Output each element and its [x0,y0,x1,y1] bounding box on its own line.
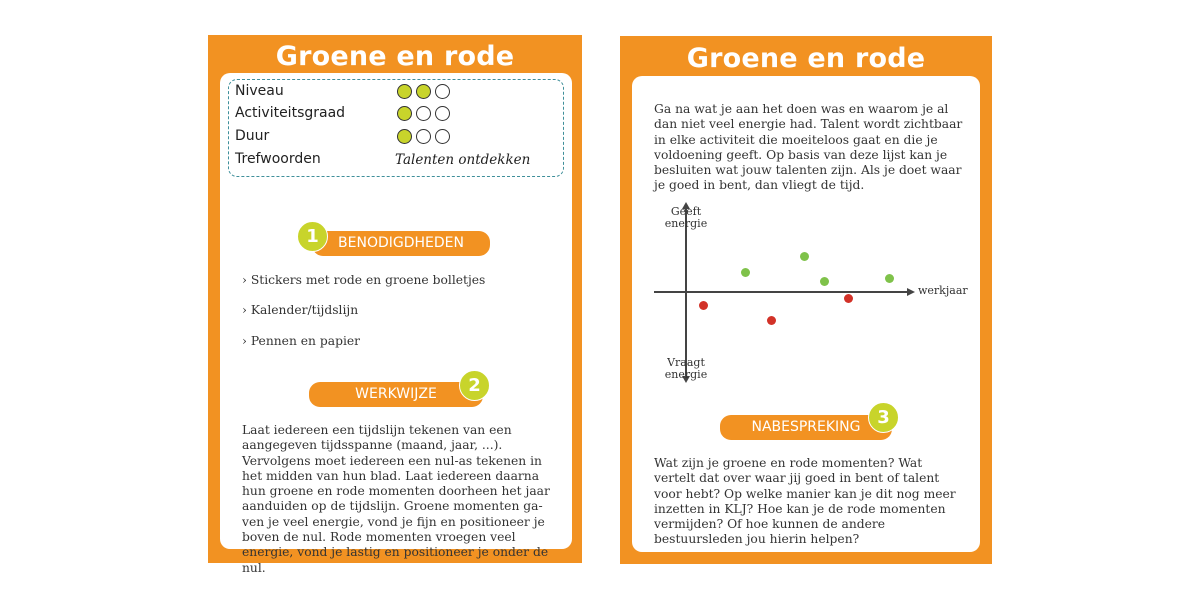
rating-dot-empty [435,129,450,144]
intro-text: Ga na wat je aan het doen was en waarom je al dan niet veel energie had. Talent wordt zichtbaar in elke activiteit die moeiteloos gaat en die je voldoening geeft. Op basis van deze lijst kan je besluiten wat jouw talenten zijn. Als je doet waar je goed in bent, dan vliegt de tijd. [654,102,963,193]
section-header-discussion: NABESPREKING [720,415,892,440]
rating-dot-empty [435,106,450,121]
section-number-badge: 1 [297,221,328,252]
level-rating [397,84,454,103]
info-row-level [235,83,555,103]
y-axis [685,208,687,378]
x-axis-label: werkjaar [918,284,968,297]
method-text: Laat iedereen een tijdslijn tekenen van een aangegeven tijdsspanne (maand, jaar, ...). Vervolgens moet iedereen een nul-as tekenen in het midden van hun blad. Laat iedereen daarna hun groene en rode momenten doorheen het jaar aanduiden op de tijdslijn. Groene momenten ga-ven je veel energie, vond je fijn en positioneer je boven de nul. Rode momenten vroegen veel energie, vond je lastig en positioneer je onder de nul. [242,423,550,575]
card-right [620,36,992,564]
info-box [228,79,564,177]
duration-label: Duur [235,128,270,144]
rating-dot-filled [397,106,412,121]
section-number-badge: 3 [868,402,899,433]
activity-rating [397,106,454,125]
red-moment-point [844,294,853,303]
rating-dot-filled [416,84,431,99]
discussion-text: Wat zijn je groene en rode momenten? Wat vertelt dat over waar jij goed in bent of talent voor hebt? Op welke manier kan je dit nog meer inzetten in KLJ? Hoe kan je de rode momenten vermijden? Of hoe kunnen de andere bestuursleden jou hierin helpen? [654,456,956,547]
rating-dot-filled [397,84,412,99]
rating-dot-empty [416,129,431,144]
card-left [208,35,582,575]
duration-rating [397,129,454,148]
info-row-keywords [235,151,555,171]
rating-dot-filled [397,129,412,144]
red-moment-point [699,301,708,310]
keywords-label: Trefwoorden [235,151,321,167]
list-item: › Pennen en papier [242,334,361,348]
activity-label: Activiteitsgraad [235,105,346,121]
section-number-badge: 2 [459,370,490,401]
y-top-label: Geeft energie [664,205,708,230]
info-row-duration [235,128,555,148]
card-title: Groene en rode [275,41,515,72]
green-moment-point [885,274,894,283]
section-header-method: WERKWIJZE [309,382,483,407]
green-moment-point [800,252,809,261]
card-panel [632,76,980,552]
level-label: Niveau [235,83,284,99]
list-item: › Stickers met rode en groene bolletjes [242,273,486,287]
rating-dot-empty [435,84,450,99]
card-panel [220,73,572,575]
section-header-materials: BENODIGDHEDEN [312,231,490,256]
y-bottom-label: Vraagt energie [664,356,708,381]
list-item: › Kalender/tijdslijn [242,303,359,317]
x-axis [654,291,908,293]
x-axis-arrow-right-icon [907,288,915,296]
keywords-value: Talenten ontdekken [395,152,531,168]
green-moment-point [820,277,829,286]
rating-dot-empty [416,106,431,121]
red-moment-point [767,316,776,325]
green-moment-point [741,268,750,277]
card-title: Groene en rode [686,43,926,74]
info-row-activity [235,105,555,125]
